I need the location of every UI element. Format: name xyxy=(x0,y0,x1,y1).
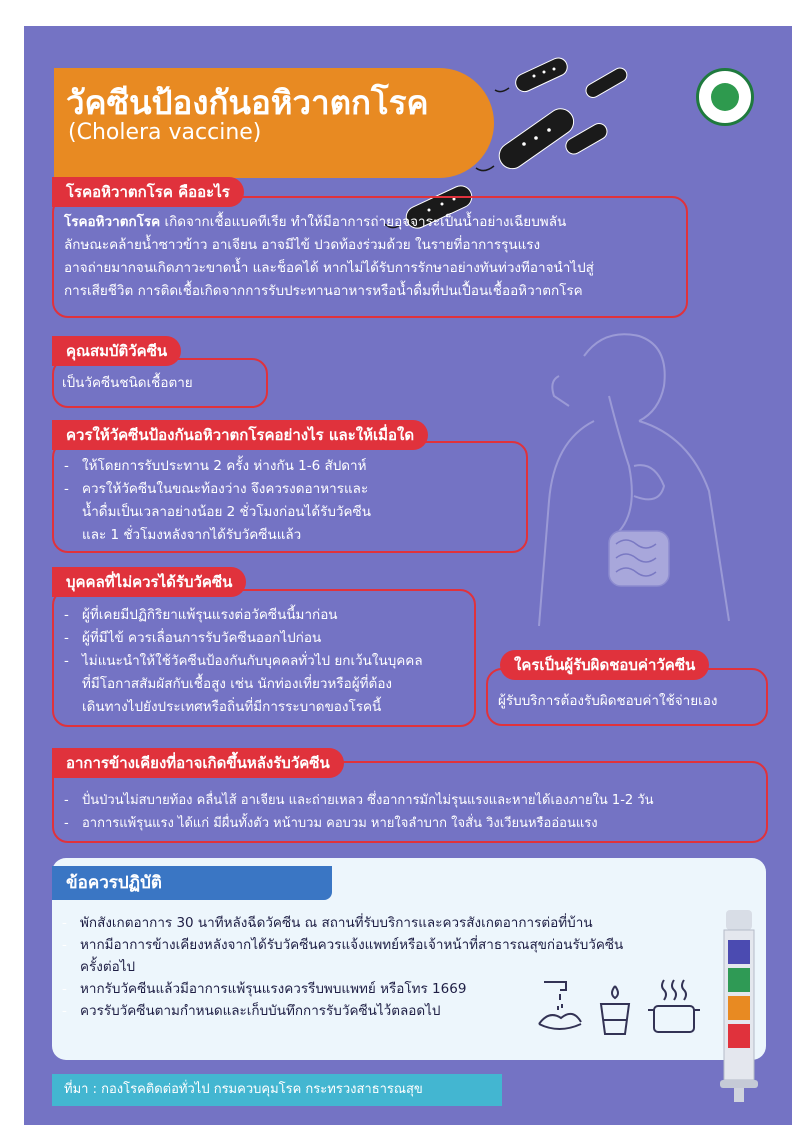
list-item: - ให้โดยการรับประทาน 2 ครั้ง ห่างกัน 1-6 สัปดาห์ xyxy=(60,455,520,478)
page-subtitle: (Cholera vaccine) xyxy=(68,120,262,145)
list-item: - ควรรับวัคซีนตามกำหนดและเก็บบันทึกการรับวัคซีนไว้ตลอดไป xyxy=(58,1000,718,1022)
not-recommended-list xyxy=(60,604,474,719)
hand-washing-icon xyxy=(534,974,584,1036)
list-item-continued: เดินทางไปยังประเทศหรือถิ่นที่มีการระบาดของโรคนี้ xyxy=(82,699,382,715)
vaccine-properties-heading: คุณสมบัติวัคซีน xyxy=(52,336,181,366)
what-is-cholera-heading: โรคอหิวาตกโรค คืออะไร xyxy=(52,177,244,207)
how-when-list xyxy=(60,455,520,547)
ministry-logo xyxy=(696,68,754,126)
list-item: - ปั่นป่วนไม่สบายท้อง คลื่นไส้ อาเจียน และถ่ายเหลว ซึ่งอาการมักไม่รุนแรงและหายได้เองภายใน 1-2 วัน xyxy=(60,789,770,812)
what-is-cholera-text: โรคอหิวาตกโรค เกิดจากเชื้อแบคทีเรีย ทำให้มีอาการถ่ายอุจจาระเป็นน้ำอย่างเฉียบพลัน ลักษณะคล้ายน้ำซาวข้าว อาเจียน อาจมีไข้ ปวดท้องร่วมด้วย ในรายที่อาการรุนแรง อาจถ่ายมากจนเกิดภาวะขาดน้ำ และช็อคได้ หากไม่ได้รับการรักษาอย่างทันท่วงทีอาจนำไปสู่ การเสียชีวิต การติดเชื้อเกิดจากการรับประทานอาหารหรือน้ำดื่มที่ปนเปื้อนเชื้ออหิวาตกโรค xyxy=(64,214,594,299)
vaccine-properties-text: เป็นวัคซีนชนิดเชื้อตาย xyxy=(62,375,193,391)
cost-heading: ใครเป็นผู้รับผิดชอบค่าวัคซีน xyxy=(500,650,709,680)
boiling-pot-icon xyxy=(646,976,702,1036)
human-digestive-outline-icon xyxy=(514,326,744,626)
list-item: - ผู้ที่เคยมีปฏิกิริยาแพ้รุนแรงต่อวัคซีนนี้มาก่อน xyxy=(60,604,474,627)
list-item-continued: ครั้งต่อไป xyxy=(80,959,136,975)
practice-heading: ข้อควรปฏิบัติ xyxy=(52,866,332,900)
list-item: - อาการแพ้รุนแรง ได้แก่ มีผื่นทั้งตัว หน้าบวม คอบวม หายใจลำบาก ใจสั่น วิงเวียนหรืออ่อนแรง xyxy=(60,812,770,835)
list-item: - ไม่แนะนำให้ใช้วัคซีนป้องกันกับบุคคลทั่วไป ยกเว้นในบุคคล xyxy=(60,650,474,673)
not-recommended-heading: บุคคลที่ไม่ควรได้รับวัคซีน xyxy=(52,567,246,597)
cost-text: ผู้รับบริการต้องรับผิดชอบค่าใช้จ่ายเอง xyxy=(498,693,718,709)
cholera-lead: โรคอหิวาตกโรค xyxy=(64,214,161,230)
side-effects-heading: อาการข้างเคียงที่อาจเกิดขึ้นหลังรับวัคซีน xyxy=(52,748,344,778)
page-title: วัคซีนป้องกันอหิวาตกโรค xyxy=(66,83,429,122)
list-item: - หากมีอาการข้างเคียงหลังจากได้รับวัคซีนควรแจ้งแพทย์หรือเจ้าหน้าที่สาธารณสุขก่อนรับวัคซีน xyxy=(58,934,718,956)
side-effects-list xyxy=(60,789,770,835)
list-item-continued: น้ำดื่มเป็นเวลาอย่างน้อย 2 ชั่วโมงก่อนได้รับวัคซีน xyxy=(82,504,371,520)
syringe-icon xyxy=(714,906,764,1106)
list-item: - หากรับวัคซีนแล้วมีอาการแพ้รุนแรงควรรีบพบแพทย์ หรือโทร 1669 xyxy=(58,978,718,1000)
list-item-continued: และ 1 ชั่วโมงหลังจากได้รับวัคซีนแล้ว xyxy=(82,527,302,543)
list-item: - พักสังเกตอาการ 30 นาทีหลังฉีดวัคซีน ณ สถานที่รับบริการและควรสังเกตอาการต่อที่บ้าน xyxy=(58,912,718,934)
source-credit: ที่มา : กองโรคติดต่อทั่วไป กรมควบคุมโรค กระทรวงสาธารณสุข xyxy=(52,1074,502,1106)
list-item: - ควรให้วัคซีนในขณะท้องว่าง จึงควรงดอาหารและ xyxy=(60,478,520,501)
list-item-continued: ที่มีโอกาสสัมผัสกับเชื้อสูง เช่น นักท่องเที่ยวหรือผู้ที่ต้อง xyxy=(82,676,393,692)
water-glass-icon xyxy=(597,984,633,1036)
ministry-of-public-health-logo xyxy=(711,83,739,111)
how-when-heading: ควรให้วัคซีนป้องกันอหิวาตกโรคอย่างไร และให้เมื่อใด xyxy=(52,420,428,450)
list-item: - ผู้ที่มีไข้ ควรเลื่อนการรับวัคซีนออกไปก่อน xyxy=(60,627,474,650)
poster xyxy=(24,26,792,1125)
